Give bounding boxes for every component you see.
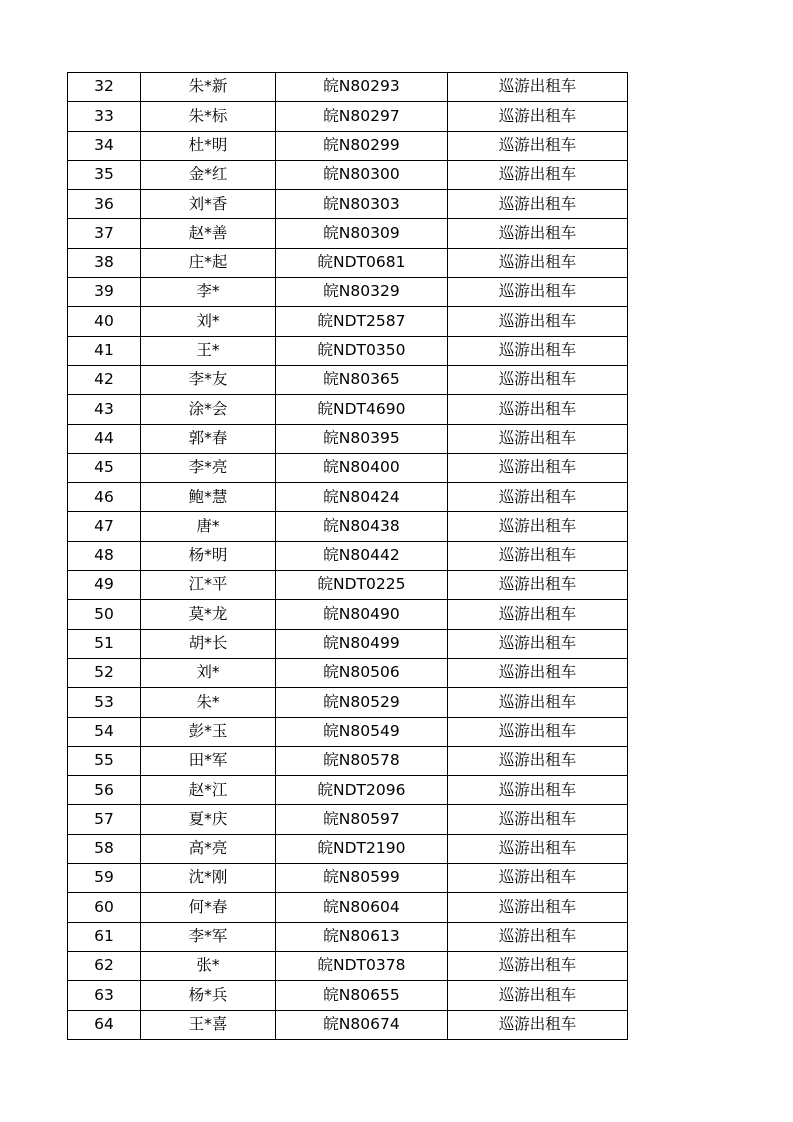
- driver-name-cell: 朱*: [141, 688, 276, 717]
- table-row: [68, 365, 628, 394]
- driver-name-cell: 张*: [141, 951, 276, 980]
- driver-name-cell: 朱*新: [141, 73, 276, 102]
- table-row: [68, 160, 628, 189]
- row-number-cell: 44: [68, 424, 141, 453]
- row-number-cell: 57: [68, 805, 141, 834]
- vehicle-type-cell: 巡游出租车: [448, 688, 628, 717]
- row-number-cell: 62: [68, 951, 141, 980]
- row-number-cell: 55: [68, 746, 141, 775]
- table-row: [68, 483, 628, 512]
- vehicle-type-cell: 巡游出租车: [448, 893, 628, 922]
- row-number-cell: 47: [68, 512, 141, 541]
- vehicle-type-cell: 巡游出租车: [448, 717, 628, 746]
- plate-number-cell: 皖NDT4690: [276, 395, 448, 424]
- table-row: [68, 131, 628, 160]
- plate-number-cell: 皖N80442: [276, 541, 448, 570]
- table-row: [68, 864, 628, 893]
- driver-name-cell: 杨*兵: [141, 981, 276, 1010]
- driver-name-cell: 赵*江: [141, 776, 276, 805]
- vehicle-type-cell: 巡游出租车: [448, 776, 628, 805]
- driver-name-cell: 刘*: [141, 658, 276, 687]
- plate-number-cell: 皖N80490: [276, 600, 448, 629]
- row-number-cell: 39: [68, 278, 141, 307]
- row-number-cell: 54: [68, 717, 141, 746]
- driver-name-cell: 王*喜: [141, 1010, 276, 1039]
- plate-number-cell: 皖N80578: [276, 746, 448, 775]
- vehicle-type-cell: 巡游出租车: [448, 336, 628, 365]
- table-row: [68, 776, 628, 805]
- table-row: [68, 307, 628, 336]
- vehicle-type-cell: 巡游出租车: [448, 864, 628, 893]
- driver-name-cell: 李*亮: [141, 453, 276, 482]
- row-number-cell: 52: [68, 658, 141, 687]
- driver-name-cell: 郭*春: [141, 424, 276, 453]
- driver-name-cell: 江*平: [141, 571, 276, 600]
- vehicle-type-cell: 巡游出租车: [448, 512, 628, 541]
- driver-name-cell: 胡*长: [141, 629, 276, 658]
- plate-number-cell: 皖N80329: [276, 278, 448, 307]
- vehicle-type-cell: 巡游出租车: [448, 395, 628, 424]
- row-number-cell: 38: [68, 248, 141, 277]
- plate-number-cell: 皖N80604: [276, 893, 448, 922]
- table-row: [68, 600, 628, 629]
- table-row: [68, 512, 628, 541]
- row-number-cell: 45: [68, 453, 141, 482]
- plate-number-cell: 皖N80599: [276, 864, 448, 893]
- plate-number-cell: 皖N80655: [276, 981, 448, 1010]
- driver-name-cell: 刘*香: [141, 190, 276, 219]
- table-row: [68, 219, 628, 248]
- row-number-cell: 63: [68, 981, 141, 1010]
- plate-number-cell: 皖NDT0681: [276, 248, 448, 277]
- driver-name-cell: 莫*龙: [141, 600, 276, 629]
- vehicle-type-cell: 巡游出租车: [448, 160, 628, 189]
- table-row: [68, 453, 628, 482]
- table-row: [68, 951, 628, 980]
- plate-number-cell: 皖N80549: [276, 717, 448, 746]
- table-row: [68, 102, 628, 131]
- vehicle-type-cell: 巡游出租车: [448, 746, 628, 775]
- table-row: [68, 571, 628, 600]
- vehicle-type-cell: 巡游出租车: [448, 365, 628, 394]
- row-number-cell: 42: [68, 365, 141, 394]
- plate-number-cell: 皖N80309: [276, 219, 448, 248]
- driver-name-cell: 杨*明: [141, 541, 276, 570]
- plate-number-cell: 皖N80293: [276, 73, 448, 102]
- plate-number-cell: 皖N80365: [276, 365, 448, 394]
- vehicle-type-cell: 巡游出租车: [448, 834, 628, 863]
- row-number-cell: 46: [68, 483, 141, 512]
- vehicle-type-cell: 巡游出租车: [448, 483, 628, 512]
- driver-name-cell: 沈*刚: [141, 864, 276, 893]
- vehicle-type-cell: 巡游出租车: [448, 248, 628, 277]
- table-row: [68, 1010, 628, 1039]
- plate-number-cell: 皖N80438: [276, 512, 448, 541]
- vehicle-type-cell: 巡游出租车: [448, 424, 628, 453]
- vehicle-type-cell: 巡游出租车: [448, 453, 628, 482]
- driver-name-cell: 李*: [141, 278, 276, 307]
- table-row: [68, 893, 628, 922]
- row-number-cell: 53: [68, 688, 141, 717]
- plate-number-cell: 皖N80395: [276, 424, 448, 453]
- table-row: [68, 688, 628, 717]
- row-number-cell: 51: [68, 629, 141, 658]
- driver-name-cell: 田*军: [141, 746, 276, 775]
- vehicle-type-cell: 巡游出租车: [448, 629, 628, 658]
- vehicle-type-cell: 巡游出租车: [448, 131, 628, 160]
- driver-name-cell: 高*亮: [141, 834, 276, 863]
- driver-name-cell: 金*红: [141, 160, 276, 189]
- driver-name-cell: 庄*起: [141, 248, 276, 277]
- driver-name-cell: 鲍*慧: [141, 483, 276, 512]
- table-row: [68, 424, 628, 453]
- table-row: [68, 746, 628, 775]
- vehicle-type-cell: 巡游出租车: [448, 73, 628, 102]
- vehicle-type-cell: 巡游出租车: [448, 951, 628, 980]
- row-number-cell: 40: [68, 307, 141, 336]
- driver-name-cell: 刘*: [141, 307, 276, 336]
- row-number-cell: 43: [68, 395, 141, 424]
- row-number-cell: 35: [68, 160, 141, 189]
- plate-number-cell: 皖N80424: [276, 483, 448, 512]
- driver-name-cell: 涂*会: [141, 395, 276, 424]
- plate-number-cell: 皖N80400: [276, 453, 448, 482]
- plate-number-cell: 皖N80299: [276, 131, 448, 160]
- plate-number-cell: 皖N80499: [276, 629, 448, 658]
- driver-name-cell: 朱*标: [141, 102, 276, 131]
- plate-number-cell: 皖N80297: [276, 102, 448, 131]
- table-row: [68, 805, 628, 834]
- vehicle-type-cell: 巡游出租车: [448, 981, 628, 1010]
- vehicle-type-cell: 巡游出租车: [448, 922, 628, 951]
- table-row: [68, 717, 628, 746]
- row-number-cell: 36: [68, 190, 141, 219]
- driver-name-cell: 李*友: [141, 365, 276, 394]
- row-number-cell: 49: [68, 571, 141, 600]
- row-number-cell: 32: [68, 73, 141, 102]
- vehicle-type-cell: 巡游出租车: [448, 190, 628, 219]
- driver-name-cell: 杜*明: [141, 131, 276, 160]
- plate-number-cell: 皖NDT0225: [276, 571, 448, 600]
- driver-name-cell: 李*军: [141, 922, 276, 951]
- vehicle-type-cell: 巡游出租车: [448, 1010, 628, 1039]
- driver-name-cell: 彭*玉: [141, 717, 276, 746]
- plate-number-cell: 皖NDT2190: [276, 834, 448, 863]
- table-row: [68, 658, 628, 687]
- row-number-cell: 61: [68, 922, 141, 951]
- plate-number-cell: 皖NDT0350: [276, 336, 448, 365]
- plate-number-cell: 皖NDT2587: [276, 307, 448, 336]
- plate-number-cell: 皖N80529: [276, 688, 448, 717]
- plate-number-cell: 皖N80300: [276, 160, 448, 189]
- table-row: [68, 73, 628, 102]
- driver-name-cell: 何*春: [141, 893, 276, 922]
- plate-number-cell: 皖N80674: [276, 1010, 448, 1039]
- plate-number-cell: 皖NDT0378: [276, 951, 448, 980]
- driver-name-cell: 赵*善: [141, 219, 276, 248]
- row-number-cell: 41: [68, 336, 141, 365]
- table-row: [68, 834, 628, 863]
- row-number-cell: 50: [68, 600, 141, 629]
- vehicle-type-cell: 巡游出租车: [448, 658, 628, 687]
- vehicle-type-cell: 巡游出租车: [448, 307, 628, 336]
- row-number-cell: 58: [68, 834, 141, 863]
- table-row: [68, 395, 628, 424]
- table-row: [68, 541, 628, 570]
- taxi-roster-table: [67, 72, 628, 1040]
- row-number-cell: 48: [68, 541, 141, 570]
- plate-number-cell: 皖N80506: [276, 658, 448, 687]
- row-number-cell: 56: [68, 776, 141, 805]
- driver-name-cell: 夏*庆: [141, 805, 276, 834]
- vehicle-type-cell: 巡游出租车: [448, 219, 628, 248]
- row-number-cell: 37: [68, 219, 141, 248]
- driver-name-cell: 唐*: [141, 512, 276, 541]
- vehicle-type-cell: 巡游出租车: [448, 600, 628, 629]
- vehicle-type-cell: 巡游出租车: [448, 278, 628, 307]
- row-number-cell: 33: [68, 102, 141, 131]
- row-number-cell: 34: [68, 131, 141, 160]
- table-row: [68, 278, 628, 307]
- table-row: [68, 190, 628, 219]
- vehicle-type-cell: 巡游出租车: [448, 571, 628, 600]
- vehicle-type-cell: 巡游出租车: [448, 541, 628, 570]
- table-row: [68, 981, 628, 1010]
- row-number-cell: 64: [68, 1010, 141, 1039]
- table-row: [68, 922, 628, 951]
- vehicle-type-cell: 巡游出租车: [448, 805, 628, 834]
- plate-number-cell: 皖NDT2096: [276, 776, 448, 805]
- plate-number-cell: 皖N80303: [276, 190, 448, 219]
- table-row: [68, 336, 628, 365]
- table-row: [68, 629, 628, 658]
- row-number-cell: 60: [68, 893, 141, 922]
- plate-number-cell: 皖N80597: [276, 805, 448, 834]
- table-row: [68, 248, 628, 277]
- table-body: [68, 73, 628, 1040]
- row-number-cell: 59: [68, 864, 141, 893]
- driver-name-cell: 王*: [141, 336, 276, 365]
- plate-number-cell: 皖N80613: [276, 922, 448, 951]
- vehicle-type-cell: 巡游出租车: [448, 102, 628, 131]
